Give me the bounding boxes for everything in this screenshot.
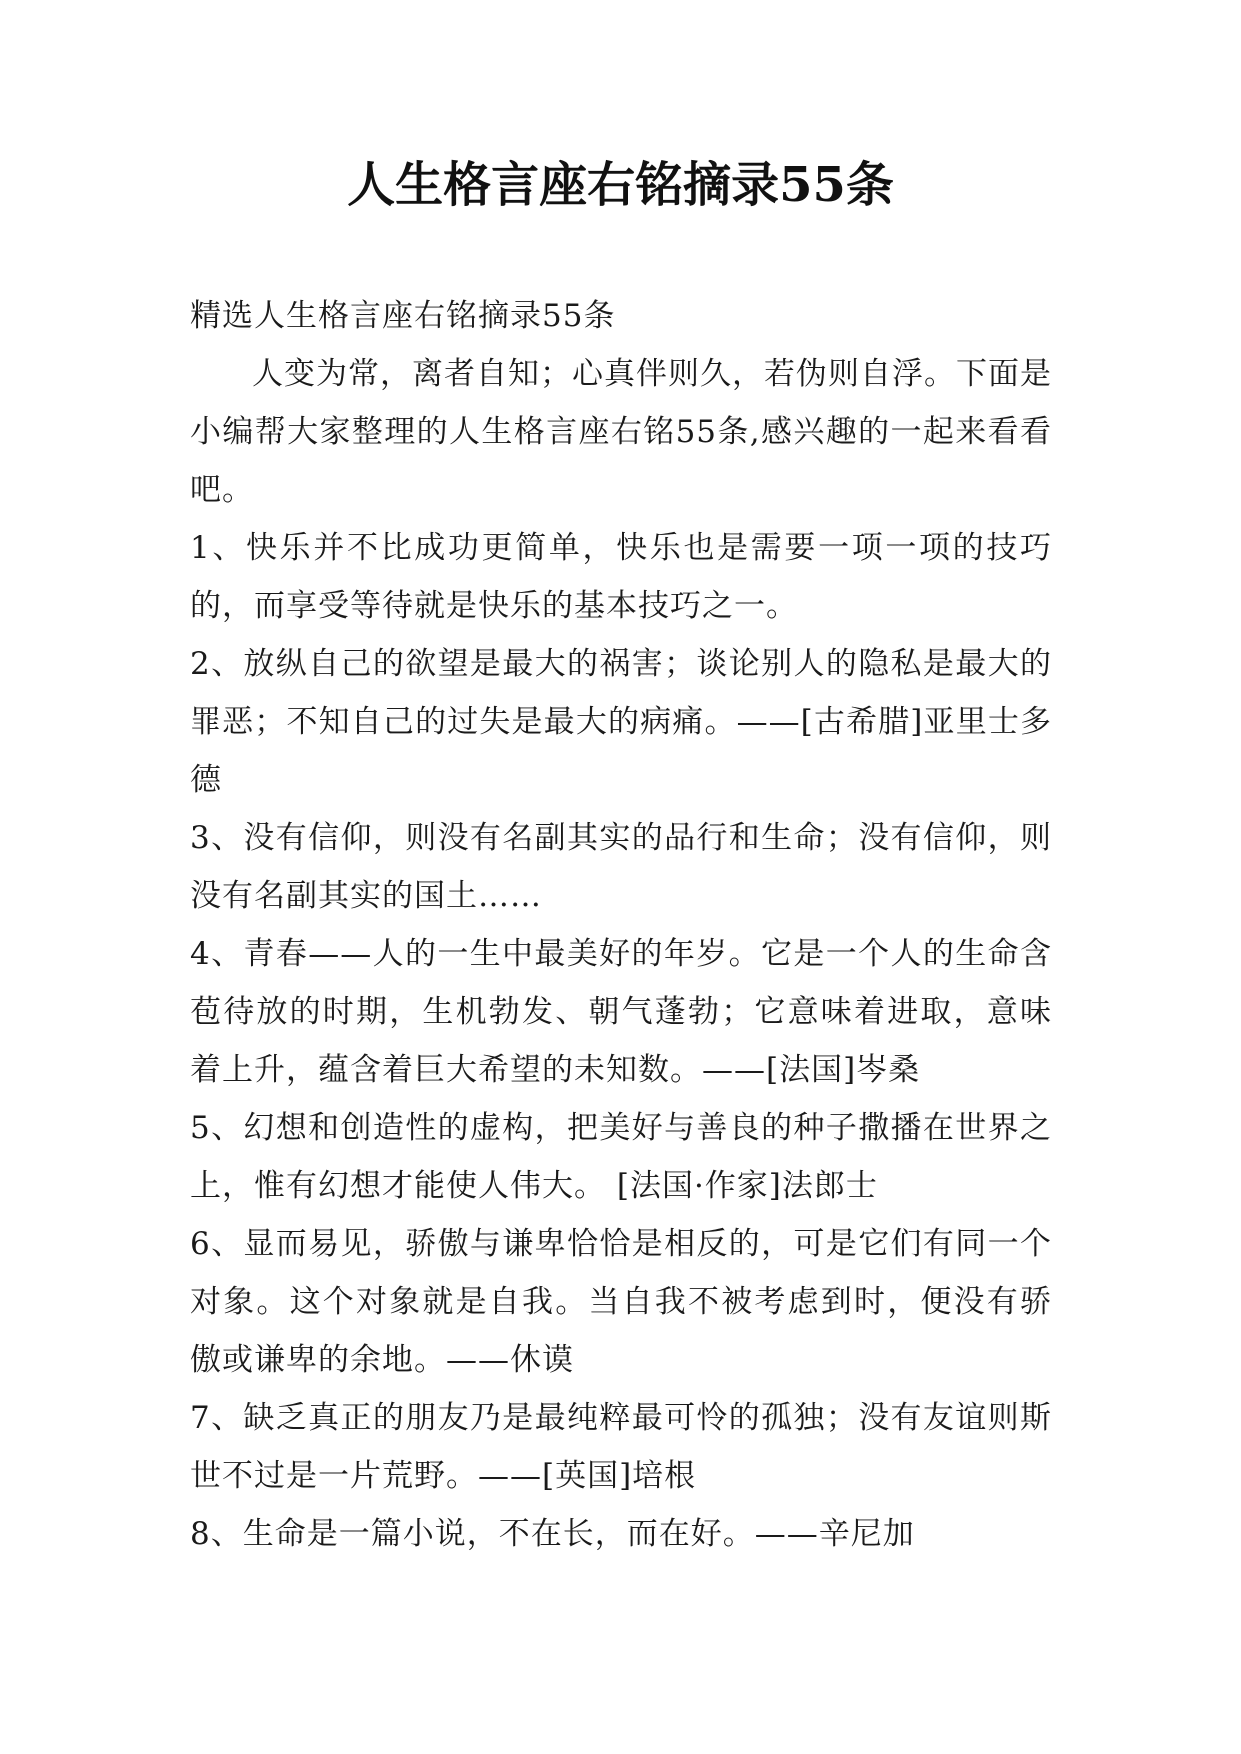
quote-item-6: 6、显而易见，骄傲与谦卑恰恰是相反的，可是它们有同一个对象。这个对象就是自我。当自我不被考虑到时，便没有骄傲或谦卑的余地。——休谟 xyxy=(190,1226,1052,1378)
quote-item-4: 4、青春——人的一生中最美好的年岁。它是一个人的生命含苞待放的时期，生机勃发、朝气蓬勃；它意味着进取，意味着上升，蕴含着巨大希望的未知数。——[法国]岑桑 xyxy=(190,936,1052,1088)
quote-item-5: 5、幻想和创造性的虚构，把美好与善良的种子撒播在世界之上，惟有幻想才能使人伟大。 [法国·作家]法郎士 xyxy=(190,1110,1052,1204)
quote-item-7: 7、缺乏真正的朋友乃是最纯粹最可怜的孤独；没有友谊则斯世不过是一片荒野。——[英国]培根 xyxy=(190,1400,1052,1494)
quote-item-2: 2、放纵自己的欲望是最大的祸害；谈论别人的隐私是最大的罪恶；不知自己的过失是最大的病痛。——[古希腊]亚里士多德 xyxy=(190,646,1052,798)
quote-item-1: 1、快乐并不比成功更简单，快乐也是需要一项一项的技巧的，而享受等待就是快乐的基本技巧之一。 xyxy=(190,530,1052,624)
document-title: 人生格言座右铭摘录55条 xyxy=(347,157,894,213)
intro-paragraph: 人变为常，离者自知；心真伴则久，若伪则自浮。下面是小编帮大家整理的人生格言座右铭55条,感兴趣的一起来看看吧。 xyxy=(190,356,1052,508)
document-body xyxy=(190,287,1052,1563)
quote-item-3: 3、没有信仰，则没有名副其实的品行和生命；没有信仰，则没有名副其实的国土…… xyxy=(190,820,1052,914)
document-subtitle: 精选人生格言座右铭摘录55条 xyxy=(190,298,616,334)
quote-item-8: 8、生命是一篇小说，不在长，而在好。——辛尼加 xyxy=(190,1516,915,1552)
